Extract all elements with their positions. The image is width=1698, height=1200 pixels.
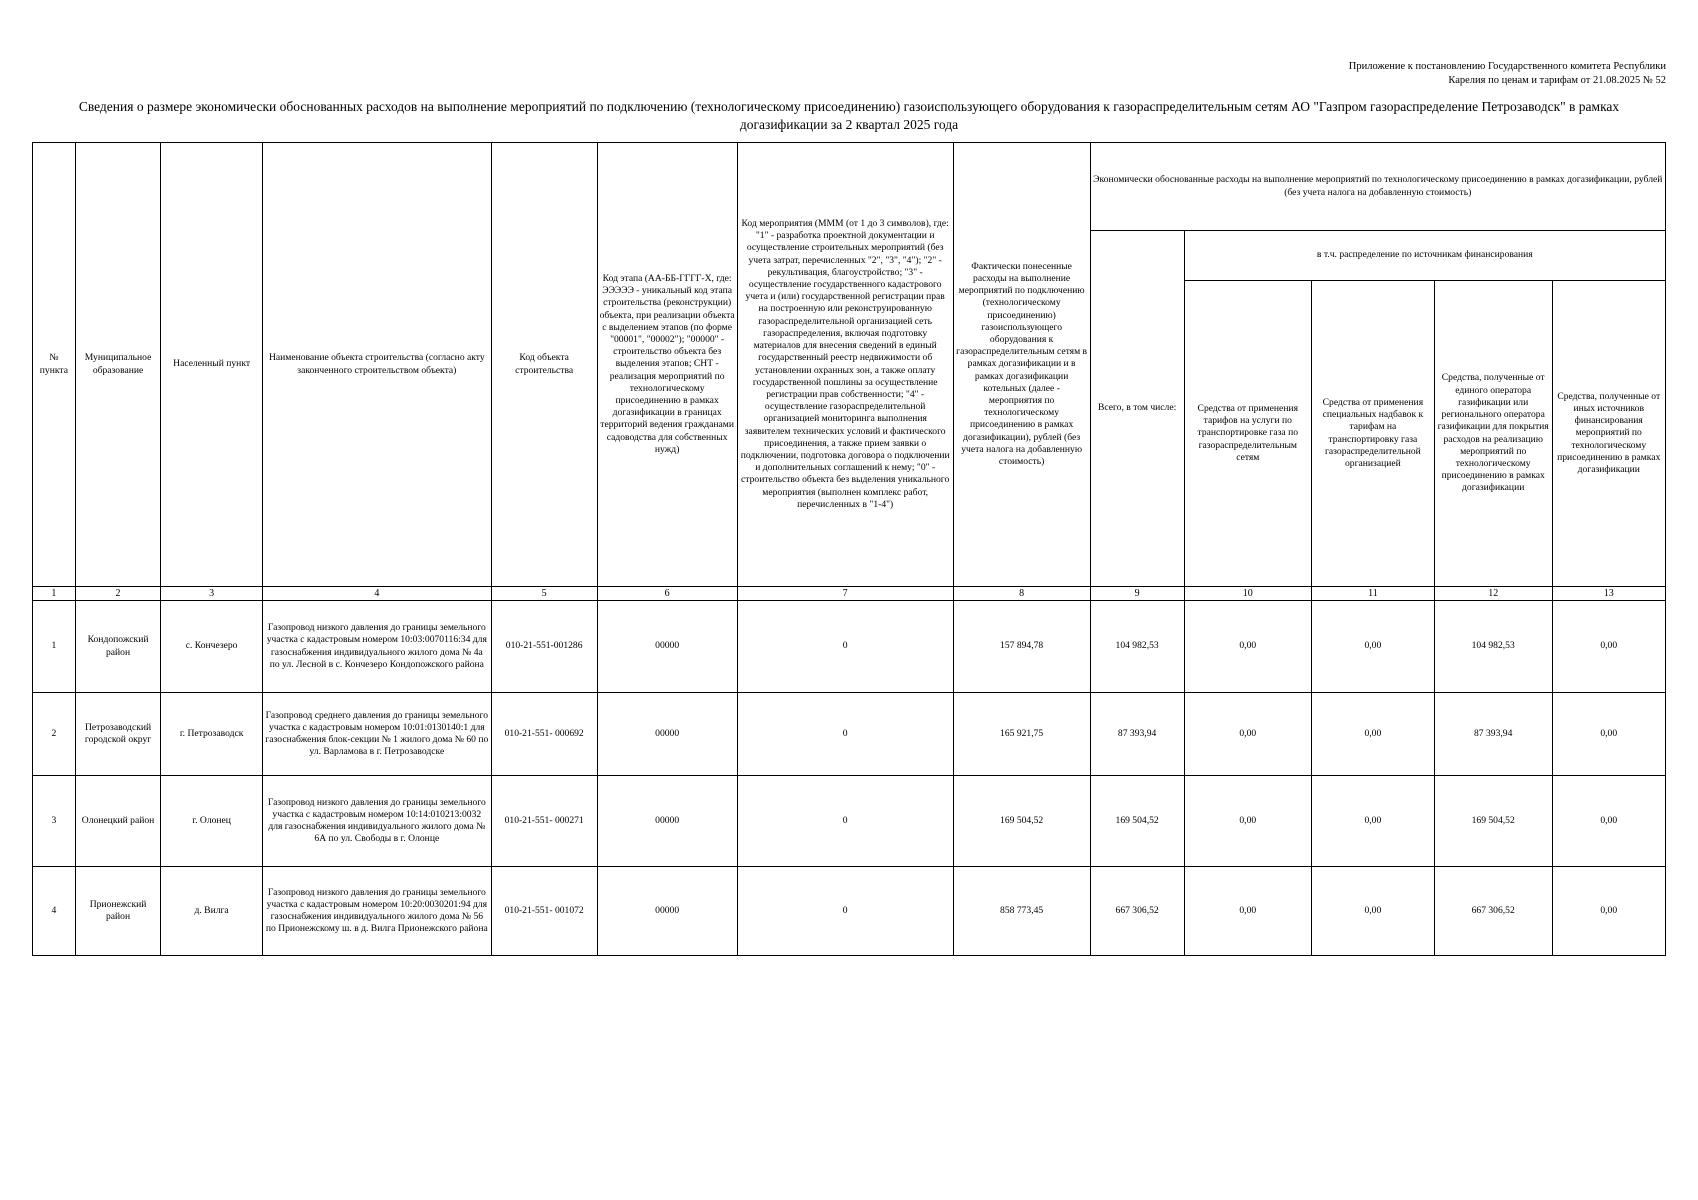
cell-total: 169 504,52 [1090, 776, 1184, 867]
table-row [33, 867, 1666, 956]
header-municipality: Муниципальное образование [75, 143, 161, 587]
cell-stage-code: 00000 [597, 867, 737, 956]
cell-operator-funds: 667 306,52 [1434, 867, 1552, 956]
cell-object-name: Газопровод среднего давления до границы земельного участка с кадастровым номером 10:01:0130140:1 для газоснабжения блок-секции № 1 жилого дома № 60 по ул. Варламова в г. Петрозаводске [262, 693, 491, 776]
cell-settlement: д. Вилга [161, 867, 263, 956]
column-number: 6 [597, 587, 737, 601]
cell-object-name: Газопровод низкого давления до границы земельного участка с кадастровым номером 10:03:0070116:34 для газоснабжения индивидуального жилого дома № 4а по ул. Лесной в с. Кончезеро Кондопожского района [262, 601, 491, 693]
cell-other-funds: 0,00 [1552, 601, 1666, 693]
cell-number: 4 [33, 867, 76, 956]
column-number: 8 [953, 587, 1090, 601]
header-justified-expenses-group: Экономически обоснованные расходы на выполнение мероприятий по технологическому присоединению в рамках догазификации, рублей (без учета налога на добавленную стоимость) [1090, 143, 1665, 231]
cell-other-funds: 0,00 [1552, 867, 1666, 956]
header-activity-code: Код мероприятия (МММ (от 1 до 3 символов), где: "1" - разработка проектной документации и осуществление строительных мероприятий (без учета затрат, перечисленных "2", "3", "4"); "2" - рекультивация, благоустройство; "3" - осуществление государственного кадастрового учета и (или) государственной регистрации прав на построенную или реконструированную газораспределительной организацией сеть газораспределения, включая подготовку материалов для внесения сведений в единый государственный реестр недвижимости об установлении охранных зон, а также оплату государственной пошлины за осуществление регистрации прав собственности; "4" - осуществление газораспределительной организацией мониторинга выполнения заявителем технических условий и фактического присоединения, а также прием заявки о подключении, подготовка договора о подключении и дополнительных соглашений к нему; "0" - строительство объекта без выделения уникального мероприятия (выполнен комплекс работ, перечисленных в "1-4") [737, 143, 953, 587]
column-number: 2 [75, 587, 161, 601]
cell-other-funds: 0,00 [1552, 693, 1666, 776]
header-stage-code: Код этапа (АА-ББ-ГГГГ-Х, где: ЭЭЭЭЭ - уникальный код этапа строительства (реконструкции) объекта, при реализации объекта с выделением этапов (по форме "00001", "00002"); "00000" - строительство объекта без выделения этапов; СНТ - реализация мероприятий по технологическому присоединению в рамках догазификации в границах территорий ведения гражданами садоводства для собственных нужд) [597, 143, 737, 587]
cell-object-code: 010-21-551- 000271 [491, 776, 597, 867]
cell-total: 87 393,94 [1090, 693, 1184, 776]
table-row [33, 693, 1666, 776]
cell-tariff-funds: 0,00 [1184, 867, 1311, 956]
cell-tariff-funds: 0,00 [1184, 693, 1311, 776]
header-actual-expenses: Фактически понесенные расходы на выполнение мероприятий по подключению (технологическому присоединению) газоиспользующего оборудования к газораспределительным сетям в рамках догазификации и в рамках догазификации котельных (далее - мероприятия по технологическому присоединению в рамках догазификации), рублей (без учета налога на добавленную стоимость) [953, 143, 1090, 587]
header-object-code: Код объекта строительства [491, 143, 597, 587]
cell-settlement: г. Петрозаводск [161, 693, 263, 776]
header-operator-funds: Средства, полученные от единого оператора газификации или регионального оператора газификации для покрытия расходов на реализацию мероприятий по технологическому присоединению в рамках догазификации [1434, 281, 1552, 587]
cell-object-name: Газопровод низкого давления до границы земельного участка с кадастровым номером 10:20:0030201:94 для газоснабжения индивидуального жилого дома № 56 по Прионежскому ш. в д. Вилга Прионежского района [262, 867, 491, 956]
header-number: № пункта [33, 143, 76, 587]
column-number-row [33, 587, 1666, 601]
cell-operator-funds: 87 393,94 [1434, 693, 1552, 776]
cell-surcharge-funds: 0,00 [1311, 601, 1434, 693]
expenses-table [32, 142, 1666, 956]
header-object-name: Наименование объекта строительства (согласно акту законченного строительством объекта) [262, 143, 491, 587]
column-number: 3 [161, 587, 263, 601]
cell-total: 104 982,53 [1090, 601, 1184, 693]
column-number: 11 [1311, 587, 1434, 601]
cell-object-code: 010-21-551- 001072 [491, 867, 597, 956]
cell-tariff-funds: 0,00 [1184, 601, 1311, 693]
cell-settlement: с. Кончезеро [161, 601, 263, 693]
header-surcharge-funds: Средства от применения специальных надбавок к тарифам на транспортировку газа газораспределительной организацией [1311, 281, 1434, 587]
table-header [33, 143, 1666, 601]
cell-actual-expenses: 858 773,45 [953, 867, 1090, 956]
column-number: 4 [262, 587, 491, 601]
cell-object-code: 010-21-551- 000692 [491, 693, 597, 776]
cell-settlement: г. Олонец [161, 776, 263, 867]
cell-operator-funds: 169 504,52 [1434, 776, 1552, 867]
cell-municipality: Олонецкий район [75, 776, 161, 867]
cell-surcharge-funds: 0,00 [1311, 693, 1434, 776]
table-row [33, 601, 1666, 693]
header-funding-sources-group: в т.ч. распределение по источникам финансирования [1184, 231, 1665, 281]
cell-tariff-funds: 0,00 [1184, 776, 1311, 867]
cell-actual-expenses: 165 921,75 [953, 693, 1090, 776]
cell-activity-code: 0 [737, 601, 953, 693]
cell-actual-expenses: 169 504,52 [953, 776, 1090, 867]
cell-activity-code: 0 [737, 776, 953, 867]
cell-object-code: 010-21-551-001286 [491, 601, 597, 693]
column-number: 13 [1552, 587, 1666, 601]
cell-stage-code: 00000 [597, 601, 737, 693]
column-number: 7 [737, 587, 953, 601]
cell-activity-code: 0 [737, 693, 953, 776]
table-body [33, 601, 1666, 956]
cell-stage-code: 00000 [597, 693, 737, 776]
cell-municipality: Петрозаводский городской округ [75, 693, 161, 776]
column-number: 12 [1434, 587, 1552, 601]
header-settlement: Населенный пункт [161, 143, 263, 587]
column-number: 5 [491, 587, 597, 601]
cell-number: 1 [33, 601, 76, 693]
cell-other-funds: 0,00 [1552, 776, 1666, 867]
cell-operator-funds: 104 982,53 [1434, 601, 1552, 693]
cell-stage-code: 00000 [597, 776, 737, 867]
cell-actual-expenses: 157 894,78 [953, 601, 1090, 693]
table-row [33, 776, 1666, 867]
cell-number: 2 [33, 693, 76, 776]
header-other-funds: Средства, полученные от иных источников финансирования мероприятий по технологическому присоединению в рамках догазификации [1552, 281, 1666, 587]
cell-object-name: Газопровод низкого давления до границы земельного участка с кадастровым номером 10:14:010213:0032 для газоснабжения индивидуального жилого дома № 6А по ул. Свободы в г. Олонце [262, 776, 491, 867]
cell-surcharge-funds: 0,00 [1311, 867, 1434, 956]
cell-total: 667 306,52 [1090, 867, 1184, 956]
cell-municipality: Прионежский район [75, 867, 161, 956]
cell-surcharge-funds: 0,00 [1311, 776, 1434, 867]
column-number: 9 [1090, 587, 1184, 601]
appendix-note [1246, 60, 1666, 88]
cell-number: 3 [33, 776, 76, 867]
cell-municipality: Кондопожский район [75, 601, 161, 693]
column-number: 10 [1184, 587, 1311, 601]
appendix-line-1: Приложение к постановлению Государственного комитета Республики [1348, 61, 1666, 72]
header-tariff-funds: Средства от применения тарифов на услуги по транспортировке газа по газораспределительным сетям [1184, 281, 1311, 587]
cell-activity-code: 0 [737, 867, 953, 956]
document-title: Сведения о размере экономически обоснованных расходов на выполнение мероприятий по подключению (технологическому присоединению) газоиспользующего оборудования к газораспределительным сетям АО "Газпром газораспределение Петрозаводск" в рамках догазификации за 2 квартал 2025 года [78, 99, 1620, 132]
header-total: Всего, в том числе: [1090, 231, 1184, 587]
column-number: 1 [33, 587, 76, 601]
appendix-line-2: Карелия по ценам и тарифам от 21.08.2025 № 52 [1448, 75, 1666, 86]
